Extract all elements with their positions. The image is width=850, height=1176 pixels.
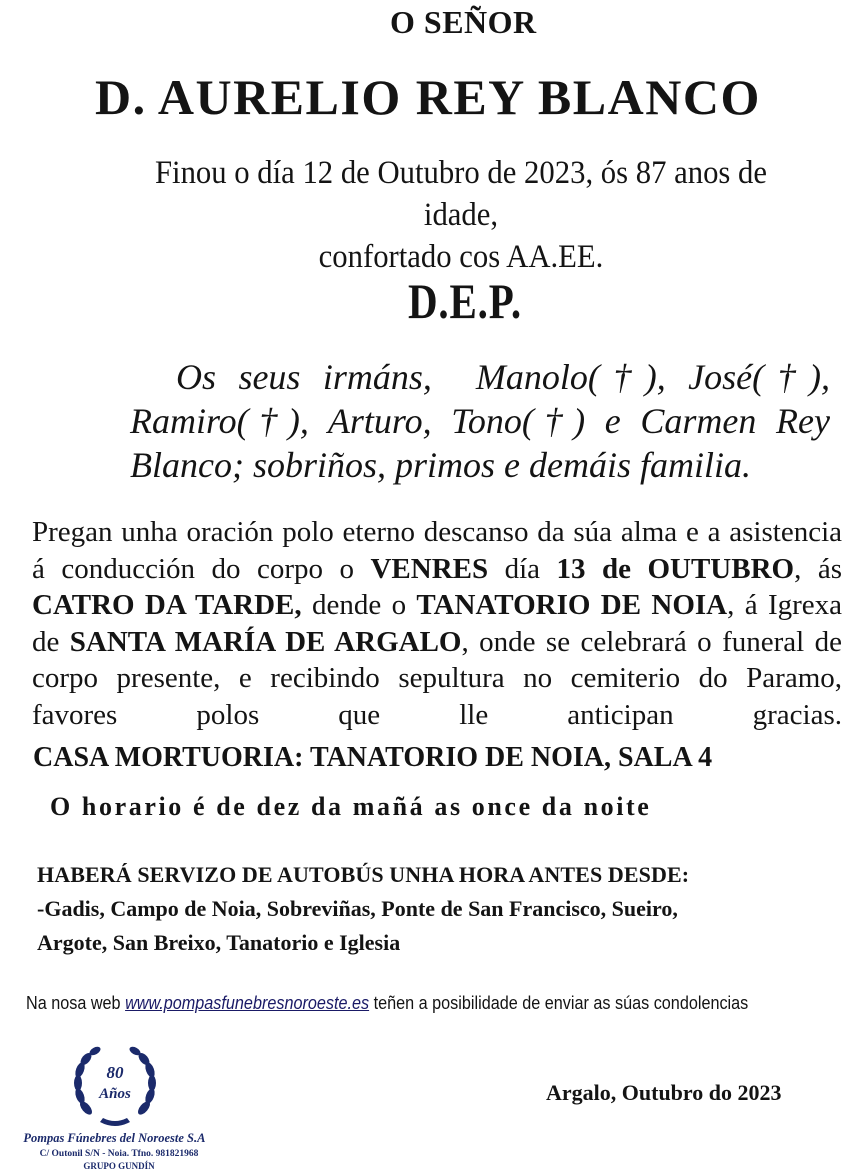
body-text-6: , onde se celebrará o funeral de corpo presente, e recibindo sepultura no cemiterio do Paramo, favores polos que lle anticipan gracias. bbox=[32, 625, 842, 731]
company-address: C/ Outonil S/N - Noia. Tfno. 981821968 bbox=[39, 1149, 199, 1159]
family-rest: Ramiro(†), Arturo, Tono(†) e Carmen Rey Blanco; sobriños, primos e demáis familia. bbox=[130, 401, 830, 485]
funeral-paragraph bbox=[32, 514, 842, 733]
bus-line-3: Argote, San Breixo, Tanatorio e Iglesia bbox=[37, 930, 401, 955]
deceased-name: D. AURELIO REY BLANCO bbox=[95, 69, 761, 125]
visiting-hours: O horario é de dez da mañá as once da noite bbox=[50, 792, 652, 821]
body-text-4: dende o bbox=[301, 589, 417, 621]
body-date: 13 de OUTUBRO bbox=[556, 552, 795, 585]
body-church: SANTA MARÍA DE ARGALO bbox=[69, 625, 462, 658]
body-day: VENRES bbox=[370, 552, 489, 585]
bus-line-2: -Gadis, Campo de Noia, Sobreviñas, Ponte de San Francisco, Sueiro, bbox=[37, 896, 678, 921]
death-line-2: confortado cos AA.EE. bbox=[318, 239, 604, 275]
body-text-2: día bbox=[488, 552, 557, 585]
bus-service bbox=[37, 858, 837, 960]
dep-abbreviation: D.E.P. bbox=[408, 273, 522, 329]
casa-mortuoria: CASA MORTUORIA: TANATORIO DE NOIA, SALA 4 bbox=[33, 742, 713, 773]
family-line-1b: Manolo(†), José(†), bbox=[475, 357, 830, 397]
body-text-3: , ás bbox=[794, 552, 842, 585]
web-suffix: teñen a posibilidade de enviar as súas condolencias bbox=[369, 993, 749, 1013]
laurel-wreath-logo bbox=[70, 1042, 160, 1132]
body-tanatorio: TANATORIO DE NOIA bbox=[416, 589, 728, 621]
place-date: Argalo, Outubro do 2023 bbox=[546, 1080, 782, 1105]
logo-label: Años bbox=[99, 1086, 131, 1102]
company-name: Pompas Fúnebres del Noroeste S.A bbox=[23, 1130, 206, 1145]
family-paragraph bbox=[130, 355, 830, 487]
condolences-note bbox=[26, 993, 749, 1014]
body-time: CATRO DA TARDE, bbox=[32, 589, 302, 621]
death-line-1: Finou o día 12 de Outubro de 2023, ós 87 anos de idade, bbox=[154, 155, 768, 233]
family-line-1a: Os seus irmáns, bbox=[176, 357, 432, 397]
death-notice bbox=[122, 152, 801, 278]
body-text-5: , á Igrexa de bbox=[32, 589, 843, 658]
web-prefix: Na nosa web bbox=[26, 993, 126, 1013]
bus-line-1: HABERÁ SERVIZO DE AUTOBÚS UNHA HORA ANTES DESDE: bbox=[37, 862, 690, 887]
company-group: GRUPO GUNDÍN bbox=[83, 1161, 155, 1171]
title-senor: O SEÑOR bbox=[390, 4, 537, 40]
logo-number: 80 bbox=[106, 1063, 124, 1082]
body-text-1: Pregan unha oración polo eterno descanso da súa alma e a asistencia á conducción do corpo o bbox=[32, 516, 842, 585]
website-link[interactable]: www.pompasfunebresnoroeste.es bbox=[125, 993, 370, 1013]
